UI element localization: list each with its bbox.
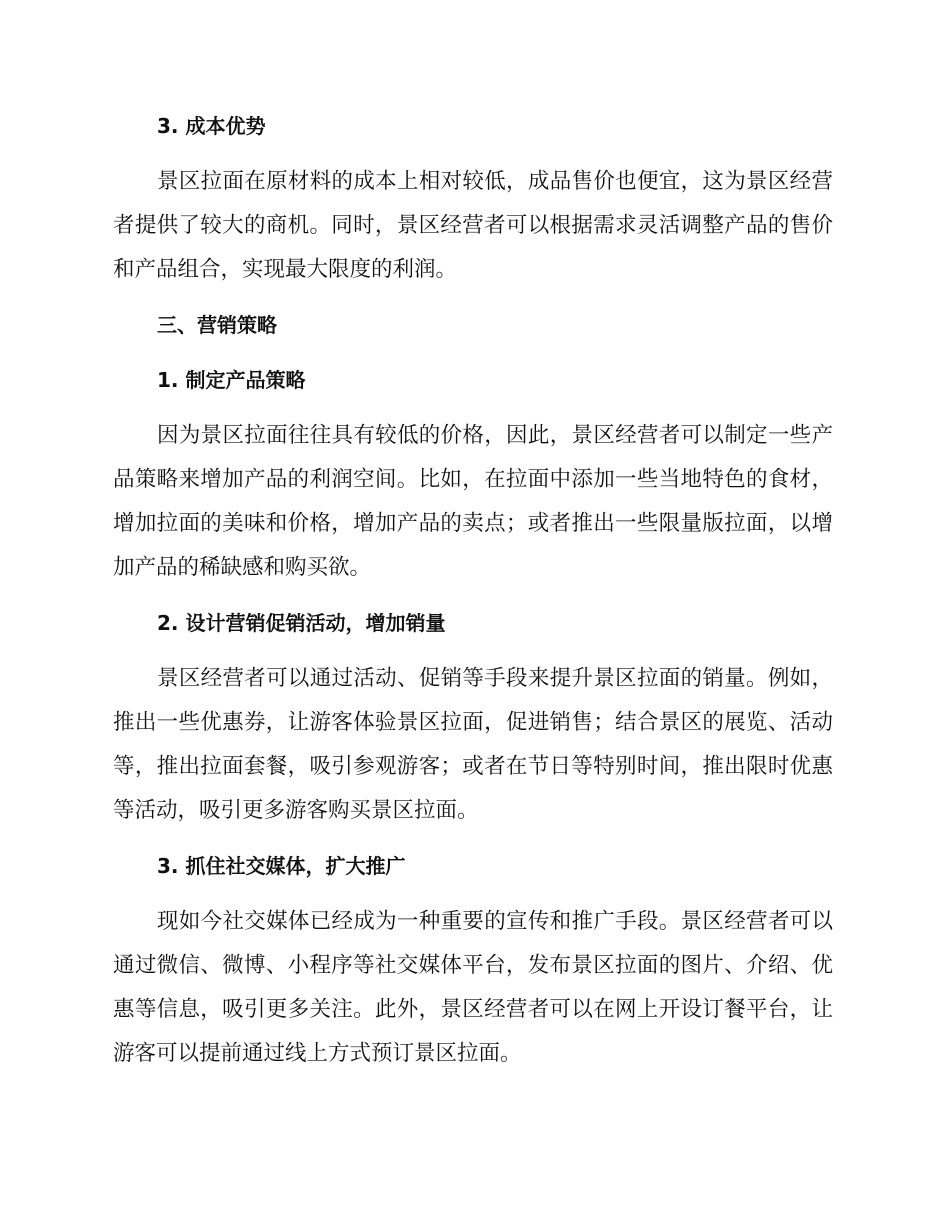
section-heading-product-strategy: 1. 制定产品策略 <box>157 368 306 392</box>
paragraph-promotion: 景区经营者可以通过活动、促销等手段来提升景区拉面的销量。例如，推出一些优惠券，让游客体验景区拉面，促进销售；结合景区的展览、活动等，推出拉面套餐，吸引参观游客；或者在节日等特别时间，推出限时优惠等活动，吸引更多游客购买景区拉面。 <box>113 666 833 823</box>
section-heading-social-media: 3. 抓住社交媒体，扩大推广 <box>157 854 406 878</box>
paragraph-cost-advantage: 景区拉面在原材料的成本上相对较低，成品售价也便宜，这为景区经营者提供了较大的商机。同时，景区经营者可以根据需求灵活调整产品的售价和产品组合，实现最大限度的利润。 <box>113 169 833 282</box>
document-body <box>113 110 833 1076</box>
section-heading-promotion: 2. 设计营销促销活动，增加销量 <box>157 611 446 635</box>
paragraph-social-media: 现如今社交媒体已经成为一种重要的宣传和推广手段。景区经营者可以通过微信、微博、小程序等社交媒体平台，发布景区拉面的图片、介绍、优惠等信息，吸引更多关注。此外，景区经营者可以在网上开设订餐平台，让游客可以提前通过线上方式预订景区拉面。 <box>113 909 833 1066</box>
paragraph-product-strategy: 因为景区拉面往往具有较低的价格，因此，景区经营者可以制定一些产品策略来增加产品的利润空间。比如，在拉面中添加一些当地特色的食材，增加拉面的美味和价格，增加产品的卖点；或者推出一些限量版拉面，以增加产品的稀缺感和购买欲。 <box>113 423 833 580</box>
section-heading-cost-advantage: 3. 成本优势 <box>157 114 266 138</box>
chapter-heading-marketing-strategy: 三、营销策略 <box>157 313 277 337</box>
